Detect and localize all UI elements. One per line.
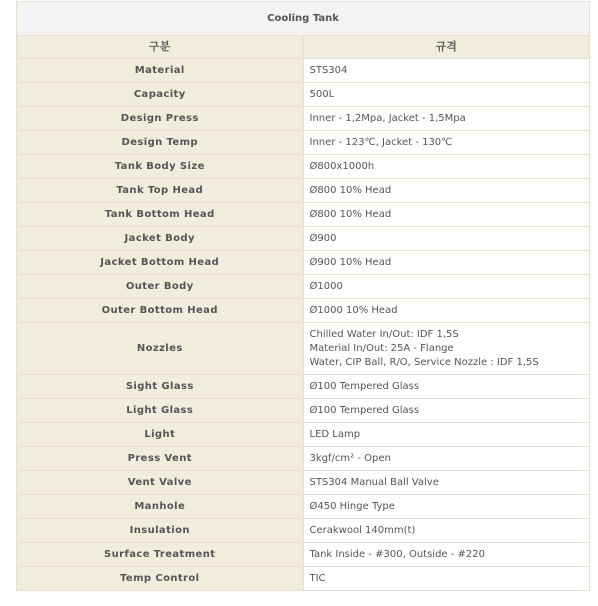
row-label: Outer Bottom Head xyxy=(17,299,304,323)
row-value-line: Ø800 10% Head xyxy=(309,208,392,220)
row-label: Jacket Body xyxy=(17,227,304,251)
row-value-line: Material In/Out: 25A - Flange xyxy=(309,342,454,354)
row-label: Tank Top Head xyxy=(17,179,304,203)
row-value xyxy=(303,83,590,107)
table-row xyxy=(17,299,590,323)
row-value xyxy=(303,299,590,323)
header-specification: 규격 xyxy=(303,36,590,59)
row-value-line: Chilled Water In/Out: IDF 1,5S xyxy=(309,328,459,340)
row-value-line: Ø1000 10% Head xyxy=(309,304,398,316)
row-value xyxy=(303,203,590,227)
table-row xyxy=(17,567,590,591)
row-label: Surface Treatment xyxy=(17,543,304,567)
row-value xyxy=(303,399,590,423)
row-value xyxy=(303,275,590,299)
row-value-line: 3kgf/cm² - Open xyxy=(309,452,391,464)
row-value-line: Inner - 123℃, Jacket - 130℃ xyxy=(309,136,453,148)
row-label: Light Glass xyxy=(17,399,304,423)
row-label: Vent Valve xyxy=(17,471,304,495)
table-title: Cooling Tank xyxy=(17,2,590,36)
row-label: Jacket Bottom Head xyxy=(17,251,304,275)
row-label: Capacity xyxy=(17,83,304,107)
row-value xyxy=(303,567,590,591)
table-row xyxy=(17,275,590,299)
row-value-line: Cerakwool 140mm(t) xyxy=(309,524,416,536)
row-value-line: Ø1000 xyxy=(309,280,343,292)
row-value-line: Ø100 Tempered Glass xyxy=(309,380,420,392)
row-label: Insulation xyxy=(17,519,304,543)
table-row xyxy=(17,519,590,543)
row-value xyxy=(303,59,590,83)
table-row xyxy=(17,495,590,519)
header-category: 구분 xyxy=(17,36,304,59)
row-value xyxy=(303,131,590,155)
table-row xyxy=(17,423,590,447)
row-value-line: Ø450 Hinge Type xyxy=(309,500,395,512)
row-label: Tank Bottom Head xyxy=(17,203,304,227)
row-value-line: Tank Inside - #300, Outside - #220 xyxy=(309,548,486,560)
row-value-line: LED Lamp xyxy=(309,428,361,440)
row-value xyxy=(303,155,590,179)
row-value-line: STS304 xyxy=(309,64,348,76)
spec-table xyxy=(16,1,590,591)
row-label: Manhole xyxy=(17,495,304,519)
table-row xyxy=(17,447,590,471)
row-value xyxy=(303,447,590,471)
table-row xyxy=(17,179,590,203)
title-row xyxy=(17,2,590,36)
row-value-line: Ø800x1000h xyxy=(309,160,375,172)
table-row xyxy=(17,471,590,495)
table-row xyxy=(17,83,590,107)
row-value xyxy=(303,543,590,567)
row-value-line: 500L xyxy=(309,88,335,100)
table-row xyxy=(17,59,590,83)
row-value-line: Ø900 xyxy=(309,232,337,244)
header-row xyxy=(17,36,590,59)
row-label: Outer Body xyxy=(17,275,304,299)
row-value-line: TIC xyxy=(309,572,326,584)
row-value xyxy=(303,107,590,131)
table-row xyxy=(17,107,590,131)
row-value xyxy=(303,495,590,519)
row-value-line: Inner - 1,2Mpa, Jacket - 1,5Mpa xyxy=(309,112,466,124)
table-row xyxy=(17,131,590,155)
row-value xyxy=(303,251,590,275)
row-value-line: STS304 Manual Ball Valve xyxy=(309,476,439,488)
table-row xyxy=(17,155,590,179)
row-label: Press Vent xyxy=(17,447,304,471)
row-label: Design Temp xyxy=(17,131,304,155)
row-value-line: Ø100 Tempered Glass xyxy=(309,404,420,416)
table-row xyxy=(17,251,590,275)
table-row xyxy=(17,543,590,567)
row-value xyxy=(303,423,590,447)
row-value-line: Water, CIP Ball, R/O, Service Nozzle : IDF 1,5S xyxy=(309,356,539,368)
row-value xyxy=(303,227,590,251)
row-value-line: Ø800 10% Head xyxy=(309,184,392,196)
row-label: Nozzles xyxy=(17,323,304,375)
row-label: Sight Glass xyxy=(17,375,304,399)
row-value-line: Ø900 10% Head xyxy=(309,256,392,268)
row-value xyxy=(303,471,590,495)
row-value xyxy=(303,179,590,203)
table-row xyxy=(17,227,590,251)
row-label: Temp Control xyxy=(17,567,304,591)
table-row xyxy=(17,375,590,399)
row-label: Material xyxy=(17,59,304,83)
row-label: Tank Body Size xyxy=(17,155,304,179)
table-row xyxy=(17,203,590,227)
table-row xyxy=(17,399,590,423)
row-value xyxy=(303,375,590,399)
table-row xyxy=(17,323,590,375)
row-value xyxy=(303,323,590,375)
row-label: Design Press xyxy=(17,107,304,131)
row-value xyxy=(303,519,590,543)
row-label: Light xyxy=(17,423,304,447)
